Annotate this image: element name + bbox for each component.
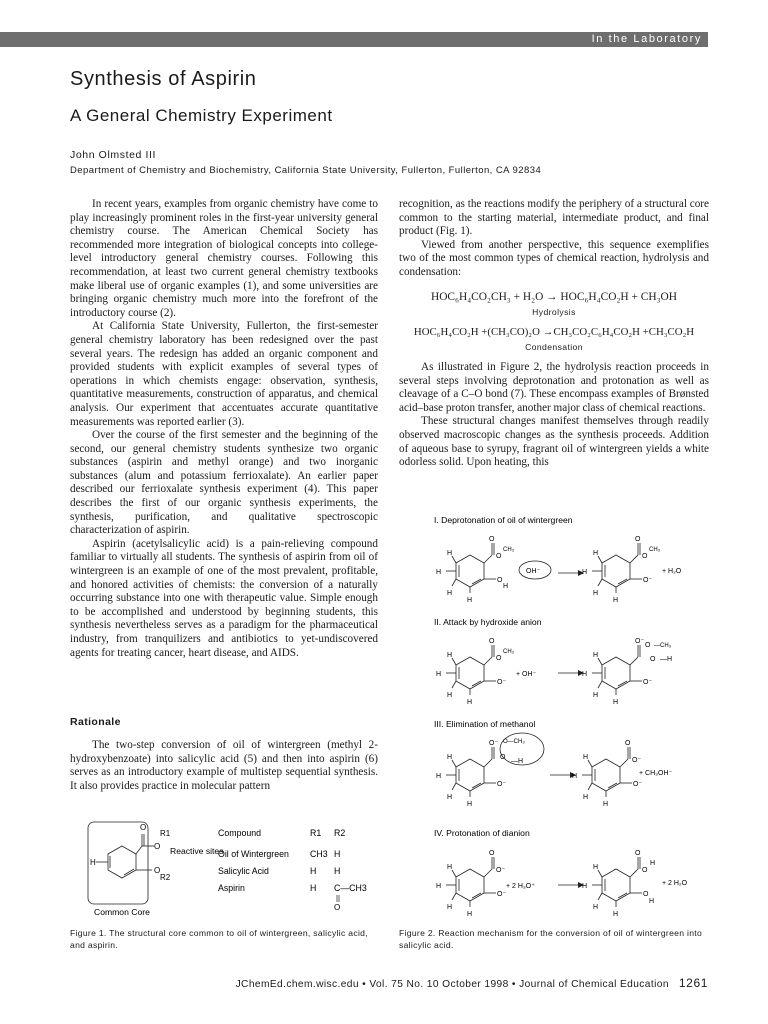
- figure-1-caption: Figure 1. The structural core common to oil of wintergreen, salicylic acid, and aspirin.: [70, 928, 368, 950]
- svg-text:H: H: [467, 597, 473, 604]
- table-cell: H: [310, 883, 317, 893]
- table-cell: CH3: [310, 849, 328, 859]
- svg-text:H: H: [603, 801, 609, 808]
- svg-text:H: H: [90, 858, 96, 867]
- table-cell: Salicylic Acid: [218, 866, 269, 876]
- svg-text:H: H: [613, 911, 619, 918]
- svg-text:H: H: [447, 794, 453, 801]
- svg-text:H: H: [650, 860, 656, 867]
- svg-text:O: O: [643, 891, 649, 898]
- svg-text:H: H: [613, 597, 619, 604]
- svg-text:H: H: [447, 652, 453, 659]
- journal-citation: JChemEd.chem.wisc.edu • Vol. 75 No. 10 October 1998 • Journal of Chemical Education: [235, 979, 669, 990]
- svg-text:CH₃: CH₃: [503, 649, 515, 655]
- paragraph: Viewed from another perspective, this sequence exemplifies two of the most common types of chemical reaction, hydrolysis and condensation:: [399, 238, 709, 278]
- paragraph: In recent years, examples from organic chemistry have come to play increasingly prominent roles in the first-year university general chemistry course. The American Chemical Society has recommended more integration of biological concepts into college-level introductory general chemistry courses. Following this recommendation, at least two current general chemistry textbooks make liberal use of organic examples (1), and some universities are bringing organic chemistry much more into the forefront of the introductory course (2).: [70, 198, 378, 319]
- step-label: II. Attack by hydroxide anion: [434, 617, 542, 627]
- table-header: Compound: [218, 828, 262, 838]
- svg-text:H: H: [447, 864, 453, 871]
- benzene-ring: [96, 834, 154, 878]
- page-footer: [0, 976, 708, 990]
- svg-text:O: O: [500, 754, 506, 761]
- reagent-label: + OH⁻: [516, 671, 537, 678]
- svg-text:O⁻: O⁻: [497, 891, 507, 898]
- svg-text:H: H: [583, 794, 589, 801]
- svg-text:CH₃: CH₃: [503, 547, 515, 553]
- svg-text:O: O: [334, 903, 341, 912]
- svg-text:H: H: [593, 550, 599, 557]
- svg-text:O: O: [154, 866, 161, 875]
- reagent-label: + 2 H₂O: [662, 880, 688, 887]
- svg-text:—H: —H: [511, 758, 524, 765]
- svg-text:O⁻: O⁻: [497, 679, 507, 686]
- table-header: R1: [310, 828, 322, 838]
- svg-text:O⁻: O⁻: [496, 867, 506, 874]
- paragraph: At California State University, Fullerton, the first-semester general chemistry laboratory has been redesigned over the past several years. The redesign has added an organic component and provided students with explicit examples of several types of operations in which chemists engage: observation, synthesis, quantitative measurements, construction of apparatus, and chemical analysis. Our experiment that accentuates accurate quantitative measurements was reported earlier (3).: [70, 320, 378, 428]
- svg-text:O—CH₃: O—CH₃: [503, 739, 525, 745]
- svg-text:O: O: [635, 536, 641, 543]
- svg-text:H: H: [447, 550, 453, 557]
- svg-text:H: H: [447, 754, 453, 761]
- svg-text:H: H: [593, 590, 599, 597]
- svg-text:O: O: [650, 656, 656, 663]
- svg-text:H: H: [593, 692, 599, 699]
- reagent-label: + H₂O: [662, 568, 682, 575]
- svg-text:CH₃: CH₃: [649, 547, 661, 553]
- svg-text:H: H: [613, 699, 619, 706]
- table-cell: Aspirin: [218, 883, 245, 893]
- r2-label: R2: [160, 873, 171, 882]
- table-cell: C—CH3: [334, 883, 367, 893]
- svg-text:—CH₃: —CH₃: [654, 643, 672, 649]
- table-cell: H: [334, 849, 341, 859]
- svg-text:O: O: [489, 536, 495, 543]
- svg-text:—H: —H: [660, 656, 673, 663]
- svg-text:H: H: [467, 911, 473, 918]
- right-column: [399, 198, 709, 280]
- table-cell: H: [334, 866, 341, 876]
- svg-text:O⁻: O⁻: [632, 757, 642, 764]
- table-cell: H: [310, 866, 317, 876]
- svg-text:O: O: [496, 655, 502, 662]
- paragraph: As illustrated in Figure 2, the hydrolysis reaction proceeds in several steps involving deprotonation and protonation as well as cleavage of a C–O bond (7). These encompass examples of Brønsted acid–base proton transfer, another major class of chemical reactions.: [399, 361, 709, 414]
- equation-label-hydrolysis: Hydrolysis: [532, 307, 576, 317]
- svg-text:H: H: [467, 801, 473, 808]
- svg-text:H: H: [436, 671, 442, 678]
- author-affiliation: Department of Chemistry and Biochemistry, California State University, Fullerton, Fullerton, CA 92834: [70, 165, 542, 176]
- page-number: 1261: [678, 976, 708, 990]
- svg-text:O⁻: O⁻: [635, 638, 645, 645]
- author-name: John Olmsted III: [70, 149, 157, 161]
- table-header: R2: [334, 828, 346, 838]
- section-label: In the Laboratory: [591, 33, 702, 45]
- svg-text:O⁻: O⁻: [497, 781, 507, 788]
- paragraph: Aspirin (acetylsalicylic acid) is a pain-relieving compound familiar to virtually all students. The synthesis of aspirin from oil of wintergreen is an example of one of the most prevalent, profitable, and honored activities of chemists: the conversion of a naturally occurring substance into one with therapeutic value. Simple enough to be accomplished and understood by beginning students, this synthesis nevertheless serves as a paradigm for the pharmaceutical industry, from tranquilizers and antibiotics to yet-undiscovered agents for treating cancer, heart disease, and AIDS.: [70, 537, 378, 659]
- table-cell: Oil of Wintergreen: [218, 849, 289, 859]
- svg-text:H: H: [436, 773, 442, 780]
- svg-text:O: O: [642, 867, 648, 874]
- article-subtitle: A General Chemistry Experiment: [70, 106, 333, 125]
- figure-2-caption: Figure 2. Reaction mechanism for the conversion of oil of wintergreen into salicylic acid.: [399, 928, 703, 950]
- svg-text:H: H: [593, 864, 599, 871]
- section-header-bar: [0, 32, 708, 47]
- svg-text:O⁻: O⁻: [643, 577, 653, 584]
- figure-2: [434, 513, 710, 921]
- svg-text:O⁻: O⁻: [633, 781, 643, 788]
- svg-text:O: O: [496, 553, 502, 560]
- svg-text:H: H: [583, 754, 589, 761]
- section-heading-rationale: Rationale: [70, 716, 121, 728]
- svg-text:H: H: [582, 671, 588, 678]
- svg-text:H: H: [572, 773, 578, 780]
- svg-text:H: H: [467, 699, 473, 706]
- figure-1: [70, 818, 390, 922]
- reagent-label: OH⁻: [526, 568, 541, 575]
- svg-text:O⁻: O⁻: [489, 740, 499, 747]
- svg-text:O: O: [489, 638, 495, 645]
- svg-text:O: O: [642, 553, 648, 560]
- svg-text:H: H: [447, 904, 453, 911]
- equation-hydrolysis: HOC₆H₄CO₂CH₃ + H₂O → HOC₆H₄CO₂H + CH₃OH: [430, 291, 678, 303]
- svg-text:H: H: [582, 569, 588, 576]
- r1-label: R1: [160, 829, 171, 838]
- svg-text:O: O: [154, 842, 161, 851]
- step-label: I. Deprotonation of oil of wintergreen: [434, 515, 573, 525]
- svg-text:O: O: [625, 740, 631, 747]
- svg-text:H: H: [436, 883, 442, 890]
- svg-text:H: H: [503, 583, 509, 590]
- equation-condensation: HOC₆H₄CO₂H +(CH₃CO)₂O →CH₃CO₂C₆H₄CO₂H +CH₃CO₂H: [413, 326, 695, 338]
- left-column: [70, 198, 378, 660]
- svg-text:H: H: [447, 590, 453, 597]
- svg-text:H: H: [447, 692, 453, 699]
- paragraph: These structural changes manifest themselves through readily observed macroscopic changes as the synthesis proceeds. Addition of aqueous base to syrupy, fragrant oil of wintergreen yields a white odorless solid. Upon heating, this: [399, 415, 709, 469]
- right-column-continued: [399, 361, 709, 470]
- common-core-label: Common Core: [94, 907, 150, 917]
- svg-text:H: H: [582, 883, 588, 890]
- svg-text:O: O: [497, 577, 503, 584]
- reactive-sites-label: Reactive sites: [170, 846, 224, 856]
- svg-text:H: H: [593, 652, 599, 659]
- svg-text:O: O: [489, 850, 495, 857]
- svg-text:O: O: [645, 642, 651, 649]
- rationale-body: [70, 739, 378, 793]
- svg-text:O: O: [140, 823, 147, 832]
- equation-label-condensation: Condensation: [525, 342, 583, 352]
- svg-text:H: H: [436, 569, 442, 576]
- reagent-label: + CH₃OH⁻: [639, 770, 673, 777]
- step-label: IV. Protonation of dianion: [434, 828, 530, 838]
- svg-text:O⁻: O⁻: [643, 679, 653, 686]
- paragraph: Over the course of the first semester and the beginning of the second, our general chemistry students synthesize two organic substances (aspirin and methyl orange) and two inorganic substances (alum and potassium ferrioxalate). An earlier paper described our ferrioxalate synthesis experiment (4). This paper describes the first of our organic synthesis experiments, the synthesis, purification, and qualitative spectroscopic characterization of aspirin.: [70, 429, 378, 537]
- article-title: Synthesis of Aspirin: [70, 68, 257, 90]
- step-label: III. Elimination of methanol: [434, 719, 536, 729]
- svg-text:O: O: [635, 850, 641, 857]
- svg-text:H: H: [649, 898, 655, 905]
- paragraph: recognition, as the reactions modify the periphery of a structural core common to the starting material, intermediate product, and final product (Fig. 1).: [399, 198, 709, 238]
- core-box: [88, 822, 148, 904]
- svg-text:H: H: [593, 904, 599, 911]
- reagent-label: + 2 H₃O⁺: [506, 883, 535, 890]
- paragraph: The two-step conversion of oil of wintergreen (methyl 2-hydroxybenzoate) into salicylic acid (5) and then into aspirin (6) serves as an introductory example of multistep sequential synthesis. It also provides practice in molecular pattern: [70, 739, 378, 792]
